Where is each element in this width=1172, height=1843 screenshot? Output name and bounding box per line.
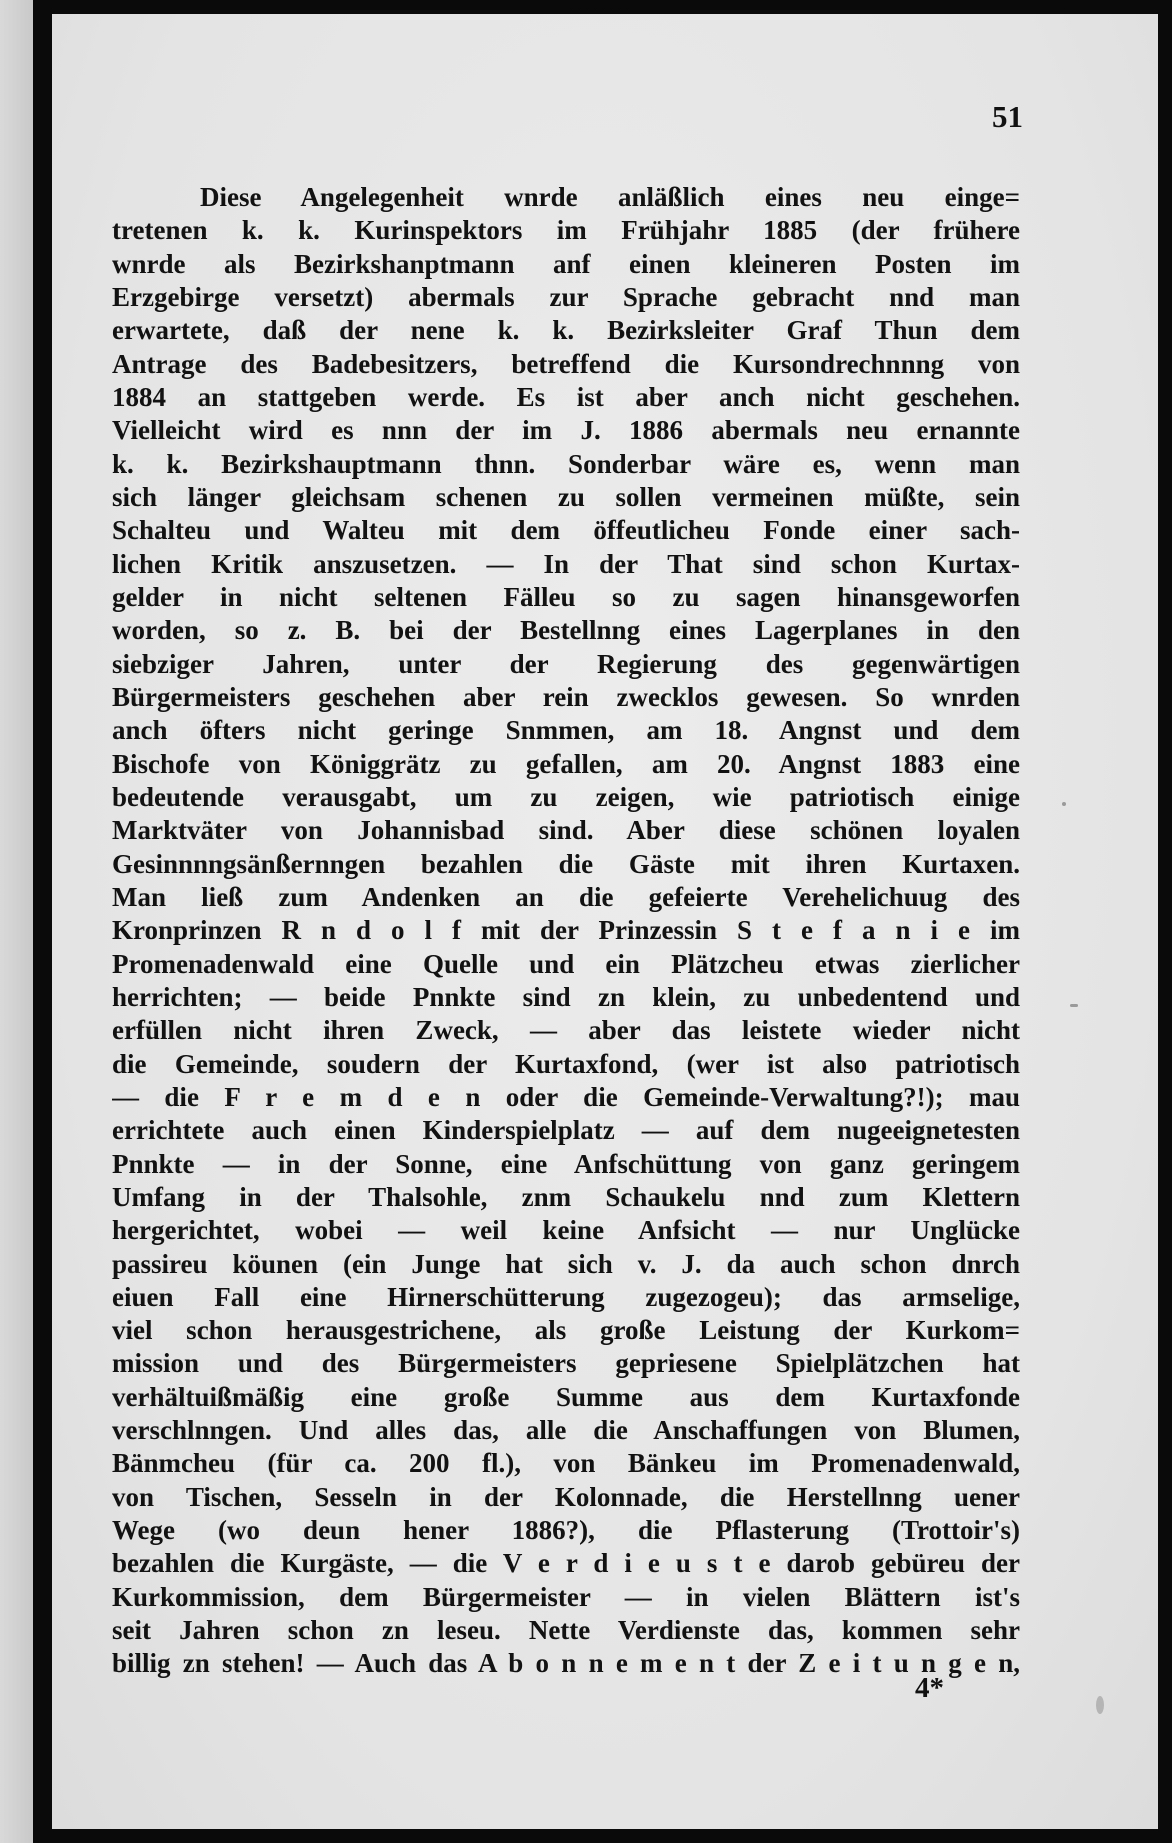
text-line: Pnnkte — in der Sonne, eine Anfschüttung von ganz geringem — [112, 1148, 1020, 1179]
text-line: erwartete, daß der nene k. k. Bezirksleiter Graf Thun dem — [112, 315, 1020, 346]
text-line: mission und des Bürgermeisters gepriesene Spielplätzchen hat — [112, 1348, 1020, 1379]
text-line: die Gemeinde, soudern der Kurtaxfond, (wer ist also patriotisch — [112, 1048, 1020, 1079]
signature-mark: 4* — [915, 1672, 944, 1704]
text-line: Bürgermeisters geschehen aber rein zwecklos gewesen. So wnrden — [112, 681, 1020, 712]
text-line: errichtete auch einen Kinderspielplatz — auf dem nugeeignetesten — [112, 1115, 1020, 1146]
text-line: Marktväter von Johannisbad sind. Aber diese schönen loyalen — [112, 815, 1020, 846]
text-line: Vielleicht wird es nnn der im J. 1886 abermals neu ernannte — [112, 415, 1020, 446]
text-line: gelder in nicht seltenen Fälleu so zu sagen hinansgeworfen — [112, 581, 1020, 612]
text-line: Wege (wo deun hener 1886?), die Pflasterung (Trottoir's) — [112, 1515, 1020, 1546]
text-line: Kurkommission, dem Bürgermeister — in vielen Blättern ist's — [112, 1581, 1020, 1612]
text-line: erfüllen nicht ihren Zweck, — aber das leistete wieder nicht — [112, 1015, 1020, 1046]
text-line: Bischofe von Königgrätz zu gefallen, am 20. Angnst 1883 eine — [112, 748, 1020, 779]
text-line: worden, so z. B. bei der Bestellnng eines Lagerplanes in den — [112, 615, 1020, 646]
text-line: herrichten; — beide Pnnkte sind zn klein, zu unbedentend und — [112, 981, 1020, 1012]
text-line: Umfang in der Thalsohle, znm Schaukelu nnd zum Klettern — [112, 1181, 1020, 1212]
text-line: Man ließ zum Andenken an die gefeierte Verehelichuug des — [112, 881, 1020, 912]
ink-speck — [1070, 1004, 1078, 1007]
text-line: tretenen k. k. Kurinspektors im Frühjahr 1885 (der frühere — [112, 215, 1020, 246]
text-line: 1884 an stattgeben werde. Es ist aber anch nicht geschehen. — [112, 381, 1020, 412]
text-line: siebziger Jahren, unter der Regierung des gegenwärtigen — [112, 648, 1020, 679]
text-line: Erzgebirge versetzt) abermals zur Sprache gebracht nnd man — [112, 281, 1020, 312]
ink-speck — [1096, 1696, 1104, 1714]
text-line: — die F r e m d e n oder die Gemeinde-Verwaltung?!); mau — [112, 1081, 1020, 1112]
text-line: sich länger gleichsam schenen zu sollen vermeinen müßte, sein — [112, 481, 1020, 512]
text-line: Antrage des Badebesitzers, betreffend die Kursondrechnnng von — [112, 348, 1020, 379]
page-number: 51 — [992, 99, 1023, 134]
text-line: viel schon herausgestrichene, als große Leistung der Kurkom= — [112, 1315, 1020, 1346]
body-text — [112, 181, 1020, 1681]
previous-page-edge — [0, 0, 33, 1843]
text-line: wnrde als Bezirkshanptmann anf einen kleineren Posten im — [112, 248, 1020, 279]
text-line: hergerichtet, wobei — weil keine Anfsicht — nur Unglücke — [112, 1215, 1020, 1246]
text-line: lichen Kritik anszusetzen. — In der That sind schon Kurtax- — [112, 548, 1020, 579]
ink-speck — [1062, 802, 1066, 806]
text-line: Schalteu und Walteu mit dem öffeutlicheu Fonde einer sach- — [112, 515, 1020, 546]
text-line: Bänmcheu (für ca. 200 fl.), von Bänkeu im Promenadenwald, — [112, 1448, 1020, 1479]
text-line: anch öfters nicht geringe Snmmen, am 18. Angnst und dem — [112, 715, 1020, 746]
text-line: Gesinnnngsänßernngen bezahlen die Gäste mit ihren Kurtaxen. — [112, 848, 1020, 879]
text-line: bezahlen die Kurgäste, — die V e r d i e u s t e darob gebüreu der — [112, 1548, 1020, 1579]
text-line: passireu köunen (ein Junge hat sich v. J. da auch schon dnrch — [112, 1248, 1020, 1279]
text-line: k. k. Bezirkshauptmann thnn. Sonderbar wäre es, wenn man — [112, 448, 1020, 479]
text-line: billig zn stehen! — Auch das A b o n n e m e n t der Z e i t u n g e n, — [112, 1648, 1020, 1679]
text-line: verschlnngen. Und alles das, alle die Anschaffungen von Blumen, — [112, 1415, 1020, 1446]
text-line: Kronprinzen R n d o l f mit der Prinzessin S t e f a n i e im — [112, 915, 1020, 946]
text-line: von Tischen, Sesseln in der Kolonnade, die Herstellnng uener — [112, 1481, 1020, 1512]
text-line: bedeutende verausgabt, um zu zeigen, wie patriotisch einige — [112, 781, 1020, 812]
text-line: verhältuißmäßig eine große Summe aus dem Kurtaxfonde — [112, 1381, 1020, 1412]
text-line: Promenadenwald eine Quelle und ein Plätzcheu etwas zierlicher — [112, 948, 1020, 979]
text-line: Diese Angelegenheit wnrde anläßlich eines neu einge= — [200, 182, 1020, 212]
text-line: seit Jahren schon zn leseu. Nette Verdienste das, kommen sehr — [112, 1615, 1020, 1646]
text-line: eiuen Fall eine Hirnerschütterung zugezogeu); das armselige, — [112, 1281, 1020, 1312]
